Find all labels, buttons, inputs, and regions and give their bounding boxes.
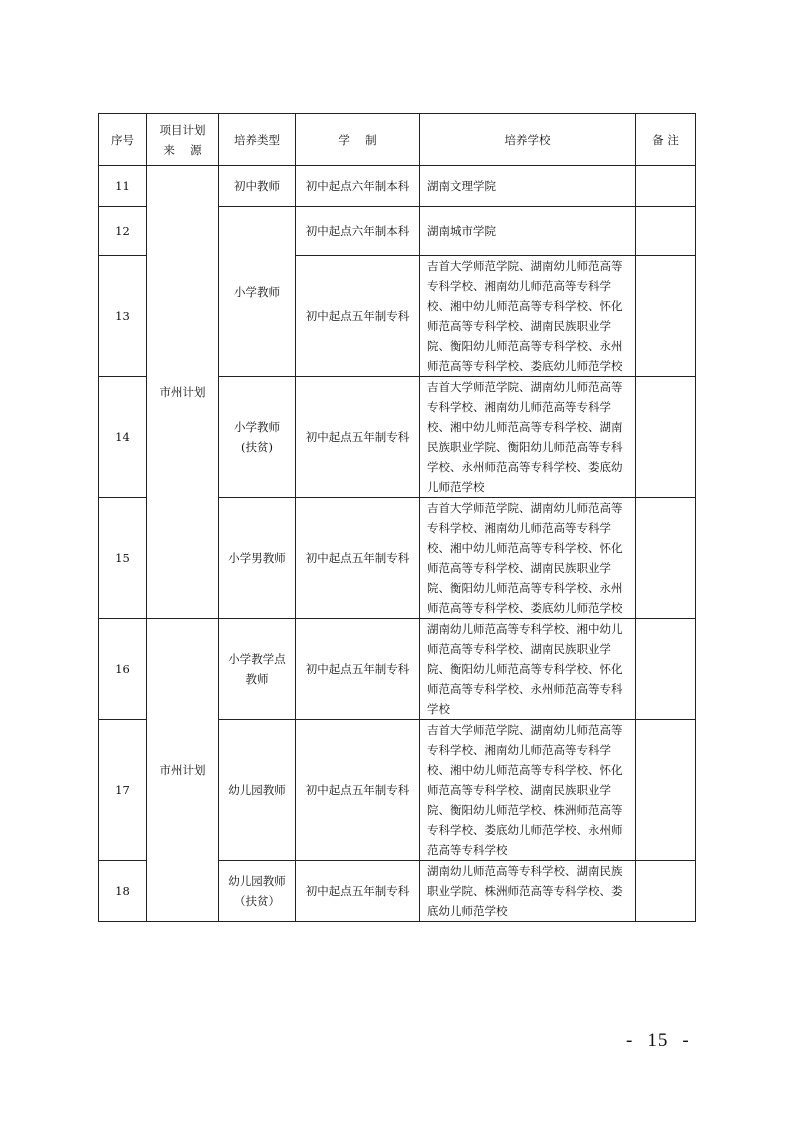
training-type-line1: 幼儿园教师 (228, 874, 286, 888)
study-system: 初中起点五年制专科 (296, 861, 420, 922)
study-system: 初中起点六年制本科 (296, 207, 420, 256)
page-number (626, 1030, 690, 1052)
training-school: 吉首大学师范学院、湖南幼儿师范高等专科学校、湘南幼儿师范高等专科学校、湘中幼儿师范高等专科学校、怀化师范高等专科学校、湖南民族职业学院、衡阳幼儿师范高等专科学校、永州师范高等专科学校、娄底幼儿师范学校 (420, 498, 636, 619)
plan-source-group-2: 市州计划 (147, 619, 219, 922)
row-serial-no: 14 (99, 377, 147, 498)
row-serial-no: 13 (99, 256, 147, 377)
remarks-cell (636, 498, 696, 619)
study-system: 初中起点五年制专科 (296, 498, 420, 619)
header-plan-source (147, 114, 219, 166)
training-type-line2: (扶贫) (241, 440, 273, 454)
table-row (99, 166, 696, 207)
study-system: 初中起点五年制专科 (296, 619, 420, 720)
training-type-line1: 小学教师 (234, 420, 280, 434)
remarks-cell (636, 619, 696, 720)
row-serial-no: 18 (99, 861, 147, 922)
training-type: 小学男教师 (219, 498, 296, 619)
page-dash-right: - (682, 1030, 690, 1051)
remarks-cell (636, 166, 696, 207)
training-school: 吉首大学师范学院、湖南幼儿师范高等专科学校、湘南幼儿师范高等专科学校、湘中幼儿师范高等专科学校、怀化师范高等专科学校、湖南民族职业学院、衡阳幼儿师范学校、株洲师范高等专科学校、娄底幼儿师范学校、永州师范高等专科学校 (420, 720, 636, 861)
header-training-school: 培养学校 (420, 114, 636, 166)
row-serial-no: 15 (99, 498, 147, 619)
header-study-system: 学 制 (296, 114, 420, 166)
remarks-cell (636, 377, 696, 498)
table-header-row (99, 114, 696, 166)
plan-source-group-1: 市州计划 (147, 166, 219, 619)
training-school: 湖南文理学院 (420, 166, 636, 207)
training-type-line2: （扶贫） (234, 894, 280, 908)
row-serial-no: 17 (99, 720, 147, 861)
remarks-cell (636, 256, 696, 377)
training-type (219, 861, 296, 922)
page-dash-left: - (626, 1030, 634, 1051)
training-school: 湖南城市学院 (420, 207, 636, 256)
study-system: 初中起点五年制专科 (296, 256, 420, 377)
header-plan-source-line2: 来 源 (163, 142, 202, 157)
header-training-type: 培养类型 (219, 114, 296, 166)
study-system: 初中起点五年制专科 (296, 377, 420, 498)
training-school: 吉首大学师范学院、湖南幼儿师范高等专科学校、湘南幼儿师范高等专科学校、湘中幼儿师范高等专科学校、怀化师范高等专科学校、湖南民族职业学院、衡阳幼儿师范高等专科学校、永州师范高等专科学校、娄底幼儿师范学校 (420, 256, 636, 377)
study-system: 初中起点六年制本科 (296, 166, 420, 207)
remarks-cell (636, 207, 696, 256)
header-remarks: 备 注 (636, 114, 696, 166)
enrollment-plan-table (98, 113, 696, 922)
header-plan-source-line1: 项目计划 (159, 122, 206, 137)
row-serial-no: 16 (99, 619, 147, 720)
training-type-line1: 小学教学点 (228, 652, 286, 666)
remarks-cell (636, 720, 696, 861)
training-school: 吉首大学师范学院、湖南幼儿师范高等专科学校、湘南幼儿师范高等专科学校、湘中幼儿师范高等专科学校、湖南民族职业学院、衡阳幼儿师范高等专科学校、永州师范高等专科学校、娄底幼儿师范学校 (420, 377, 636, 498)
table-row (99, 619, 696, 720)
training-type (219, 619, 296, 720)
training-type: 幼儿园教师 (219, 720, 296, 861)
training-school: 湖南幼儿师范高等专科学校、湘中幼儿师范高等专科学校、湖南民族职业学院、衡阳幼儿师范高等专科学校、怀化师范高等专科学校、永州师范高等专科学校 (420, 619, 636, 720)
row-serial-no: 12 (99, 207, 147, 256)
training-type-line2: 教师 (245, 672, 269, 686)
training-type (219, 377, 296, 498)
study-system: 初中起点五年制专科 (296, 720, 420, 861)
header-serial-no: 序号 (99, 114, 147, 166)
training-school: 湖南幼儿师范高等专科学校、湖南民族职业学院、株洲师范高等专科学校、娄底幼儿师范学校 (420, 861, 636, 922)
training-type: 初中教师 (219, 166, 296, 207)
row-serial-no: 11 (99, 166, 147, 207)
page-number-value: 15 (647, 1030, 669, 1051)
remarks-cell (636, 861, 696, 922)
training-type: 小学教师 (219, 207, 296, 377)
